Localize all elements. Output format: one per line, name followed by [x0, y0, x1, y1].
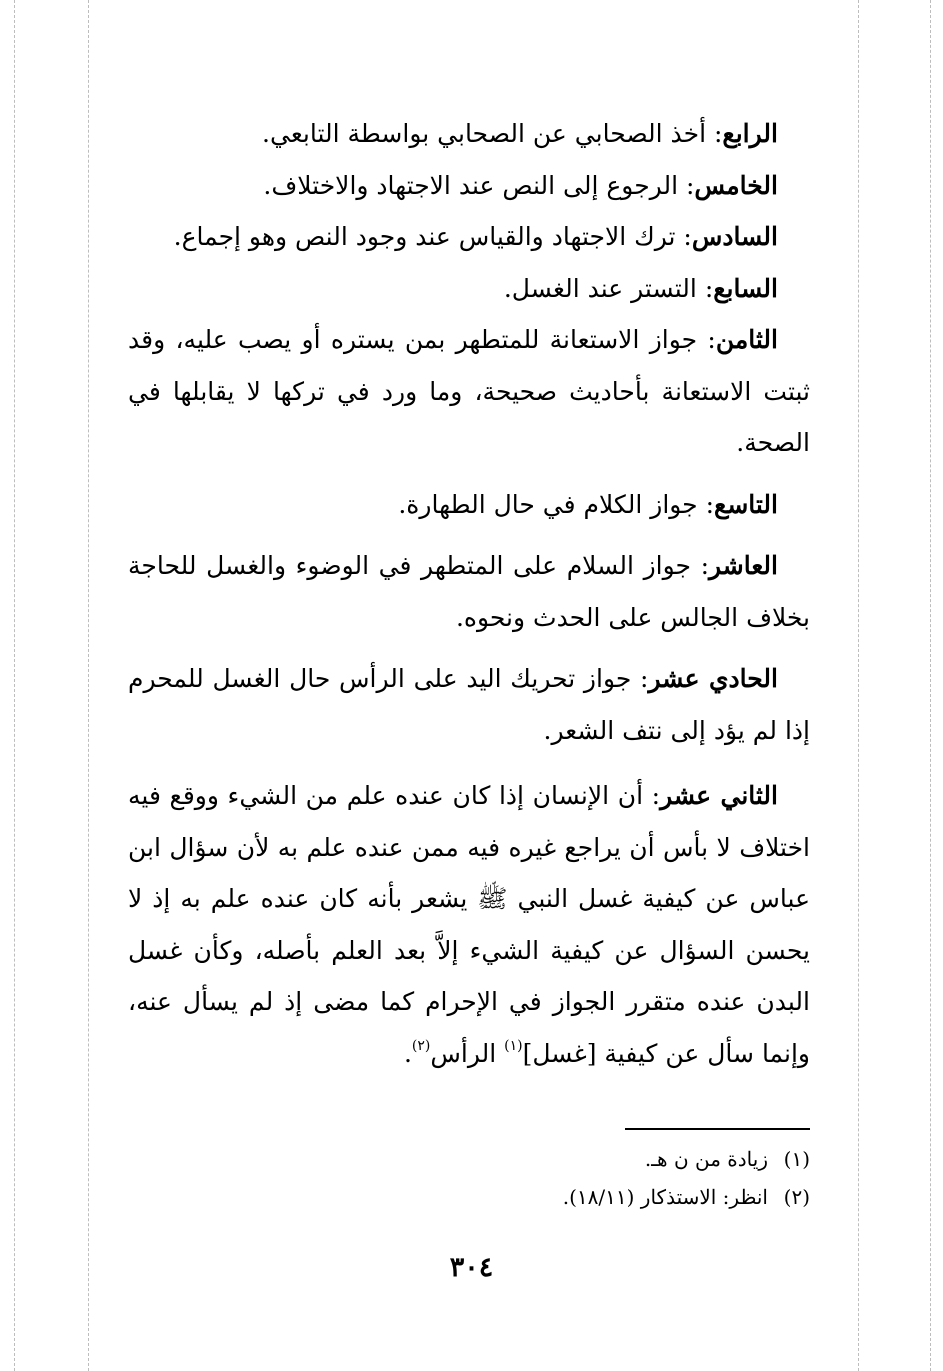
- paragraph-text: : جواز الكلام في حال الطهارة.: [398, 489, 715, 519]
- footnotes: [128, 1140, 810, 1216]
- paragraph-text: : الرجوع إلى النص عند الاجتهاد والاختلاف.: [263, 170, 695, 200]
- paragraph-fourth: [128, 108, 810, 160]
- footnote-text: زيادة من ن هـ.: [644, 1147, 768, 1171]
- paragraph-label: السادس: [691, 222, 778, 251]
- paragraph-text: : أخذ الصحابي عن الصحابي بواسطة التابعي.: [262, 119, 723, 148]
- paragraph-seventh: [128, 263, 810, 315]
- paragraph-text-cont: الرأس: [430, 1038, 505, 1068]
- footnote-text: انظر: الاستذكار (١٨/١١).: [562, 1185, 768, 1209]
- page-number: ٣٠٤: [449, 1252, 494, 1283]
- footnote-ref-2: (٢): [411, 1037, 431, 1054]
- paragraph-twelfth: [128, 770, 810, 1079]
- paragraph-text: : جواز تحريك اليد على الرأس حال الغسل للمحرم إذا لم يؤد إلى نتف الشعر.: [128, 664, 810, 745]
- paragraph-text: : ترك الاجتهاد والقياس عند وجود النص وهو إجماع.: [173, 222, 692, 251]
- paragraph-eighth: [128, 314, 810, 469]
- scan-dashed-line-left-outer: [14, 0, 15, 1371]
- paragraph-text: : جواز الاستعانة للمتطهر بمن يستره أو يصب عليه، وقد ثبتت الاستعانة بأحاديث صحيحة، وما ورد في تركها لا يقابلها في الصحة.: [128, 325, 810, 457]
- footnote-2: [128, 1178, 810, 1216]
- paragraph-fifth: [128, 160, 810, 212]
- paragraph-label: الرابع: [722, 119, 778, 148]
- scan-dashed-line-right-inner: [858, 0, 859, 1371]
- page-body: [128, 108, 810, 1079]
- paragraph-eleventh: [128, 653, 810, 756]
- paragraph-label: التاسع: [714, 489, 778, 519]
- footnote-number: (١): [783, 1147, 810, 1171]
- paragraph-text-end: .: [403, 1038, 412, 1068]
- paragraph-label: الثامن: [715, 325, 778, 354]
- footnote-number: (٢): [783, 1185, 810, 1209]
- footnote-1: [128, 1140, 810, 1178]
- footnote-separator: [625, 1128, 810, 1130]
- paragraph-text: : أن الإنسان إذا كان عنده علم من الشيء ووقع فيه اختلاف لا بأس أن يراجع غيره فيه ممن عنده علم به لأن سؤال ابن عباس عن كيفية غسل النبي ﷺ يشعر بأنه كان عنده علم به إذ لا يحسن السؤال عن كيفية الشيء إلاَّ بعد العلم بأصله، وكأن غسل البدن عنده متقرر الجواز في الإحرام كما مضى إذ لم يسأل عنه، وإنما سأل عن كيفية [غسل]: [128, 781, 810, 1068]
- paragraph-label: السابع: [713, 273, 778, 303]
- paragraph-sixth: [128, 211, 810, 263]
- scan-dashed-line-left-inner: [88, 0, 89, 1371]
- paragraph-tenth: [128, 540, 810, 643]
- paragraph-label: العاشر: [709, 551, 778, 580]
- paragraph-text: : التستر عند الغسل.: [503, 273, 714, 303]
- footnote-ref-1: (١): [504, 1037, 523, 1054]
- paragraph-label: الثاني عشر: [660, 781, 778, 810]
- paragraph-label: الحادي عشر: [648, 664, 778, 693]
- paragraph-text: : جواز السلام على المتطهر في الوضوء والغسل للحاجة بخلاف الجالس على الحدث ونحوه.: [128, 551, 810, 632]
- paragraph-ninth: [128, 479, 810, 531]
- scan-dashed-line-right-outer: [930, 0, 931, 1371]
- paragraph-label: الخامس: [694, 170, 778, 200]
